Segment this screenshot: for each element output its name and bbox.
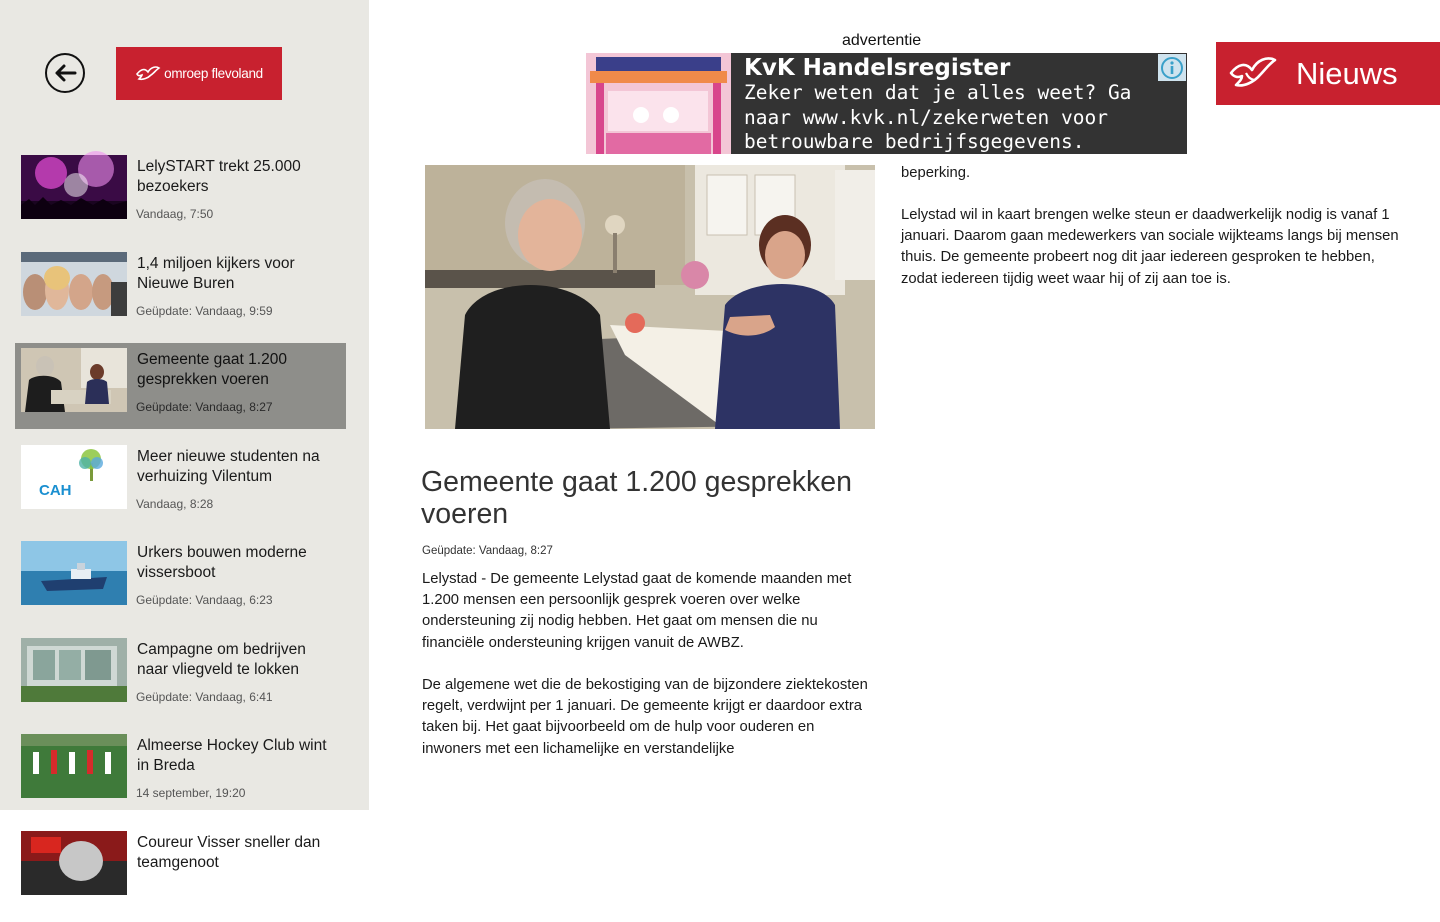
news-item-selected[interactable] [15,343,346,429]
ad-info-button[interactable] [1158,54,1186,81]
news-item[interactable] [15,729,346,815]
arrow-left-icon [53,63,77,83]
bird-logo-icon [135,65,161,83]
news-thumbnail [21,252,127,316]
article-photo [425,165,875,429]
bird-logo-icon [1228,53,1278,95]
ad-image [586,53,731,154]
news-time: Vandaag, 8:28 [136,496,214,511]
article-title: Gemeente gaat 1.200 gesprekken voeren [421,466,852,530]
news-title: Campagne om bedrijven naar vliegveld te lokken [137,640,306,678]
advertisement-banner[interactable] [586,53,1187,154]
news-title: LelySTART trekt 25.000 bezoekers [137,158,301,195]
news-title: Almeerse Hockey Club wint in Breda [137,737,327,774]
news-thumbnail [21,831,127,895]
ad-headline: KvK Handelsregister [744,55,1011,81]
news-time: 14 september, 19:20 [136,786,246,800]
cah-logo-text: CAH [39,481,72,499]
news-thumbnail [21,155,127,219]
news-title: Coureur Visser sneller dan teamgenoot [137,833,321,871]
news-time: Geüpdate: Vandaag, 6:23 [136,593,273,607]
news-item[interactable] [15,633,346,719]
news-thumbnail [21,541,127,605]
news-title: Meer nieuwe studenten na verhuizing Vilentum [137,447,320,485]
news-item[interactable] [15,150,346,236]
back-button[interactable] [45,53,85,93]
news-item[interactable] [15,826,346,912]
news-thumbnail [21,348,127,412]
article-date: Geüpdate: Vandaag, 8:27 [422,545,553,557]
news-time: Geüpdate: Vandaag, 9:59 [136,303,273,318]
logo-text: omroep flevoland [164,66,263,81]
news-title: Urkers bouwen moderne vissersboot [137,544,307,581]
news-thumbnail [21,734,127,798]
ad-label: advertentie [842,32,922,49]
news-time: Vandaag, 7:50 [136,207,214,221]
article-paragraph: Lelystad - De gemeente Lelystad gaat de komende maanden met 1.200 mensen een persoonlijk gesprek voeren over welke ondersteuning zij nodig hebben. Het gaat om mensen die nu financiële ondersteuning krijgen vanuit de AWBZ. [422,571,852,651]
news-item[interactable] [15,536,346,622]
news-item[interactable] [15,247,346,333]
ad-body: Zeker weten dat je alles weet? Ga naar www.kvk.nl/zekerweten voor betrouwbare bedrijfsgegevens. [744,81,1132,153]
info-icon [1160,56,1184,80]
news-thumbnail [21,638,127,702]
sidebar [0,0,369,871]
news-time: Geüpdate: Vandaag, 8:27 [136,400,273,414]
news-list [15,150,346,922]
news-title: Gemeente gaat 1.200 gesprekken voeren [137,351,287,388]
article-paragraph: beperking. [901,165,971,181]
omroep-flevoland-logo[interactable] [116,47,282,100]
news-thumbnail [21,445,127,509]
nieuws-section-button[interactable] [1216,42,1440,105]
article-paragraph: De algemene wet die de bekostiging van de bijzondere ziektekosten regelt, verdwijnt per 1 januari. De gemeente krijgt er daardoor extra taken bij. Het gaat bijvoorbeeld om de hulp voor ouderen en inwoners met een lichamelijke en verstandelijke [422,677,868,757]
news-title: 1,4 miljoen kijkers voor Nieuwe Buren [137,254,295,292]
article-paragraph: Lelystad wil in kaart brengen welke steun er daadwerkelijk nodig is vanaf 1 januari. Daarom gaan medewerkers van sociale wijkteams langs bij mensen thuis. De gemeente probeert nog dit jaar iedereen gesproken te hebben, zodat iedereen tijdig weet waar hij of zij aan toe is. [901,207,1399,287]
news-item[interactable] [15,440,346,526]
news-time: Geüpdate: Vandaag, 6:41 [136,689,273,704]
nieuws-label: Nieuws [1296,56,1398,91]
